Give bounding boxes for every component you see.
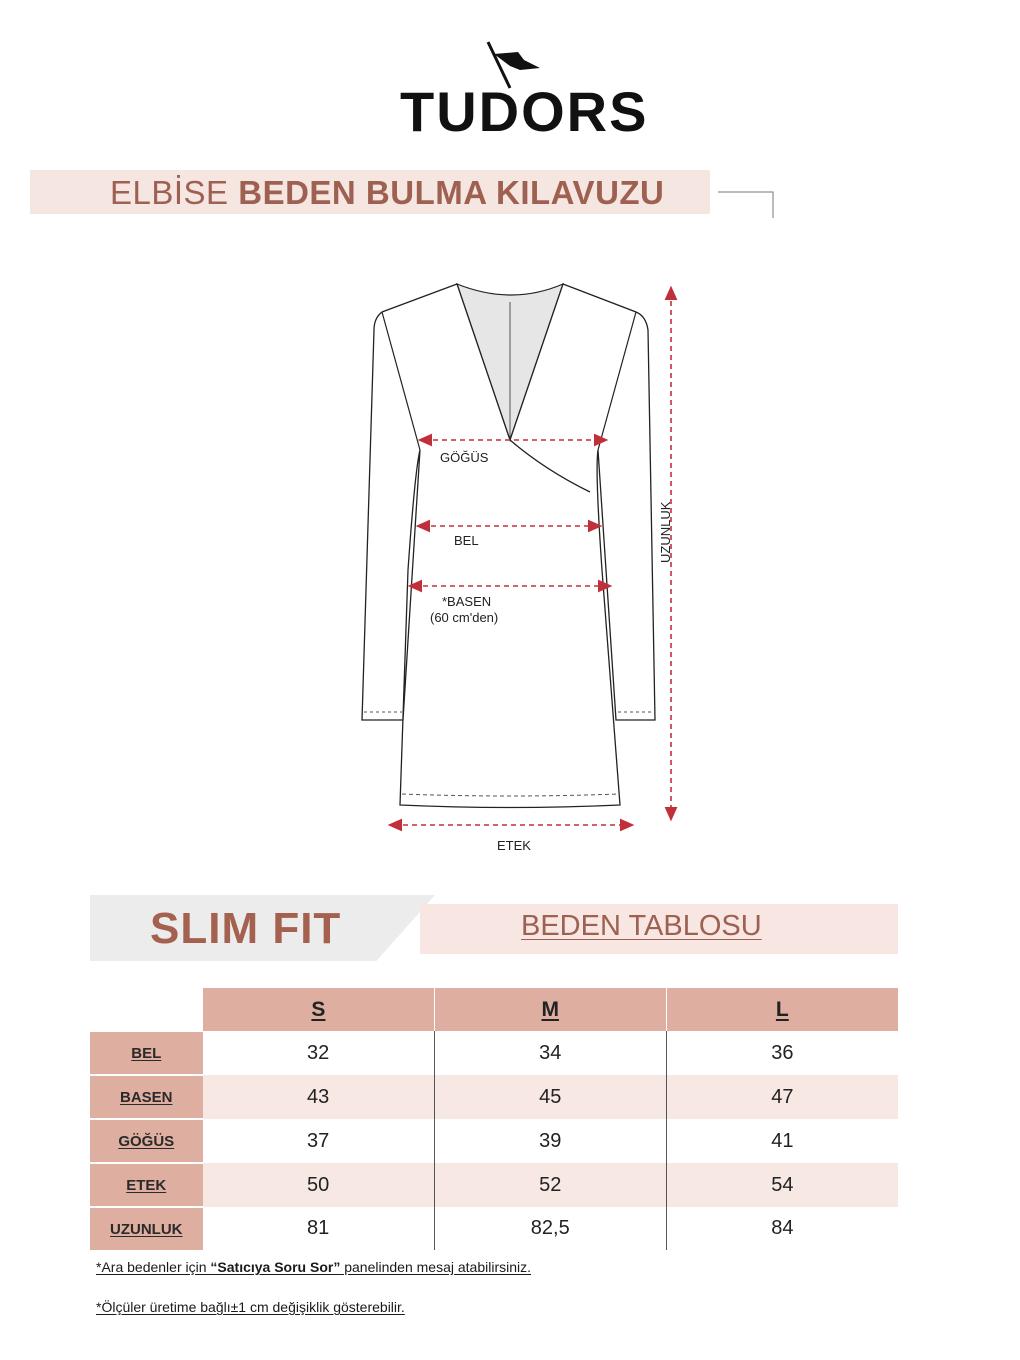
label-chest: GÖĞÜS: [440, 450, 489, 465]
note-1-bold: “Satıcıya Soru Sor”: [210, 1259, 341, 1275]
table-corner: [90, 988, 203, 1031]
note-tolerance: *Ölçüler üretime bağlı±1 cm değişiklik gösterebilir.: [96, 1299, 405, 1315]
row-label: UZUNLUK: [90, 1207, 203, 1250]
row-label: BASEN: [90, 1075, 203, 1119]
table-cell: 41: [666, 1119, 898, 1163]
table-cell: 50: [203, 1163, 435, 1207]
table-cell: 52: [434, 1163, 666, 1207]
row-label: BEL: [90, 1031, 203, 1075]
table-cell: 82,5: [434, 1207, 666, 1250]
label-length: UZUNLUK: [658, 501, 673, 563]
note-intermediate-sizes: [96, 1259, 531, 1275]
label-hip-note: (60 cm'den): [430, 610, 499, 625]
table-cell: 54: [666, 1163, 898, 1207]
table-row: [90, 1207, 898, 1250]
row-label: GÖĞÜS: [90, 1119, 203, 1163]
logo-text: TUDORS: [400, 80, 649, 143]
table-cell: 37: [307, 1129, 330, 1152]
size-header: S: [203, 988, 435, 1031]
size-header: L: [666, 988, 898, 1031]
table-cell: 47: [666, 1075, 898, 1119]
table-cell: 43: [203, 1075, 435, 1119]
note-1-prefix: *Ara bedenler için: [96, 1259, 211, 1275]
page-title: [110, 174, 664, 212]
label-waist: BEL: [454, 533, 479, 548]
size-header: M: [434, 988, 666, 1031]
table-row: [90, 1119, 898, 1163]
label-hip: *BASEN: [442, 594, 492, 609]
dress-illustration: [340, 270, 720, 870]
table-cell: 45: [434, 1075, 666, 1119]
table-row: [90, 1031, 898, 1075]
table-cell: 81: [307, 1217, 330, 1239]
table-cell: 36: [666, 1031, 898, 1075]
fit-name: SLIM FIT: [150, 904, 342, 953]
brand-logo: [400, 40, 649, 143]
table-cell: 84: [666, 1207, 898, 1250]
corner-decoration: [718, 190, 778, 220]
table-cell: 39: [434, 1119, 666, 1163]
label-hem: ETEK: [497, 838, 531, 853]
dress-diagram: [340, 270, 720, 875]
table-row: [90, 1163, 898, 1207]
table-title: BEDEN TABLOSU: [521, 910, 762, 942]
title-light: ELBİSE: [110, 174, 229, 211]
size-table: [90, 988, 898, 1250]
table-cell: 32: [307, 1041, 330, 1064]
row-label: ETEK: [90, 1163, 203, 1207]
table-cell: 34: [434, 1031, 666, 1075]
note-1-suffix: panelinden mesaj atabilirsiniz.: [340, 1259, 532, 1275]
size-header-row: [90, 988, 898, 1031]
title-bold: BEDEN BULMA KILAVUZU: [238, 174, 665, 211]
table-row: [90, 1075, 898, 1119]
